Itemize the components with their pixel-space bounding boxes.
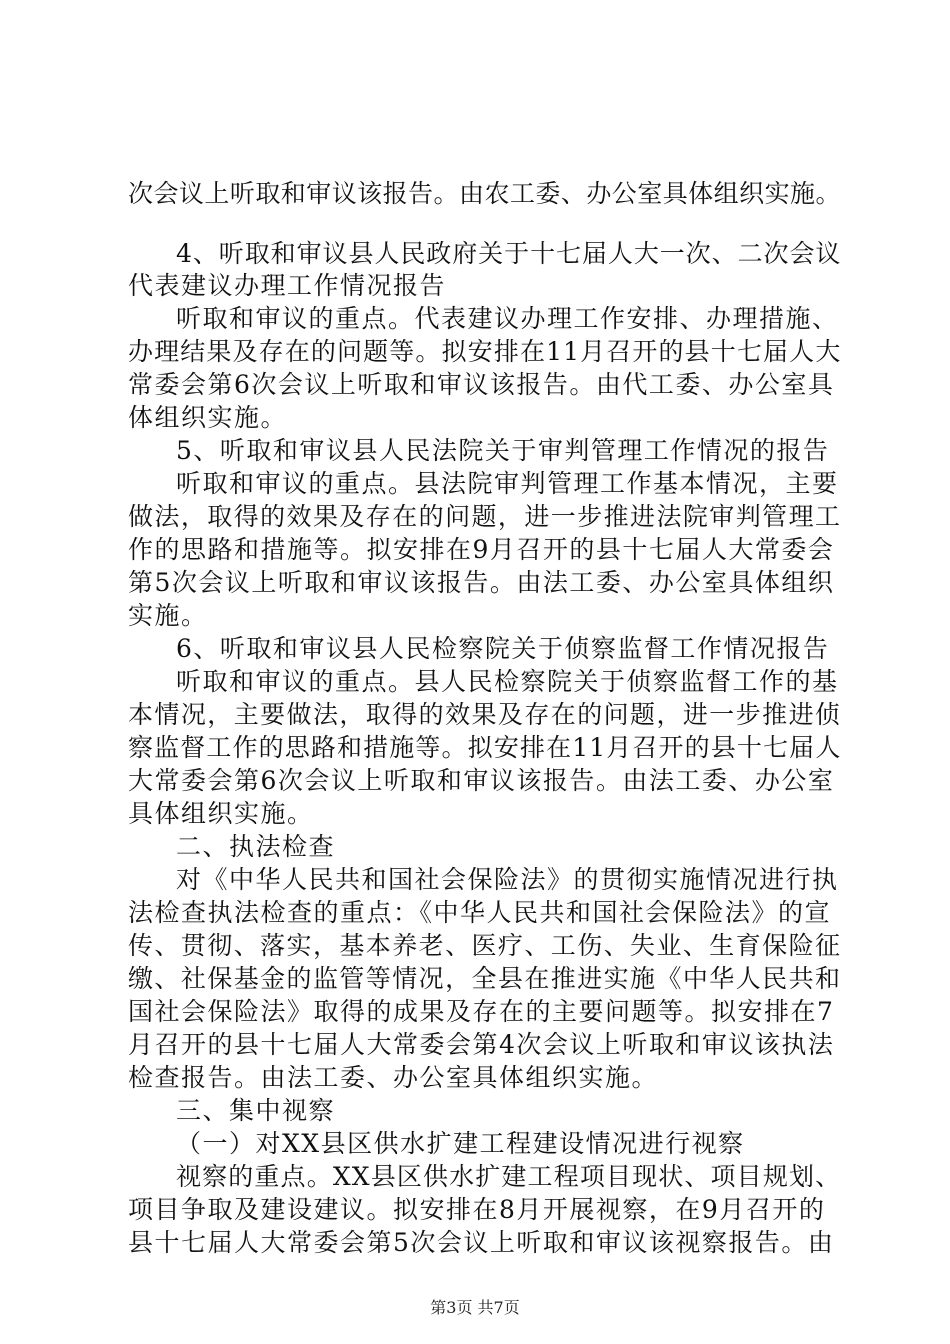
- paragraph-line: 听取和审议的重点。县法院审判管理工作基本情况，主要: [176, 469, 839, 498]
- text-line: 代表建议办理工作情况报告: [128, 271, 447, 300]
- subsection-heading: （一）对XX县区供水扩建工程建设情况进行视察: [176, 1129, 745, 1158]
- text-line: 第5次会议上听取和审议该报告。由法工委、办公室具体组织: [128, 568, 835, 597]
- text-line: 常委会第6次会议上听取和审议该报告。由代工委、办公室具: [128, 370, 835, 399]
- paragraph-line: 听取和审议的重点。县人民检察院关于侦察监督工作的基: [176, 667, 839, 696]
- text-line: 检查报告。由法工委、办公室具体组织实施。: [128, 1063, 659, 1092]
- section-heading: 二、执法检查: [176, 832, 336, 861]
- section-heading: 6、听取和审议县人民检察院关于侦察监督工作情况报告: [176, 634, 830, 663]
- text-line: 缴、社保基金的监管等情况，全县在推进实施《中华人民共和: [128, 964, 842, 993]
- paragraph-line: 视察的重点。XX县区供水扩建工程项目现状、项目规划、: [176, 1162, 842, 1191]
- section-heading: 4、听取和审议县人民政府关于十七届人大一次、二次会议: [176, 239, 842, 268]
- text-line: 大常委会第6次会议上听取和审议该报告。由法工委、办公室: [128, 766, 835, 795]
- section-heading: 三、集中视察: [176, 1096, 336, 1125]
- text-line: 项目争取及建设建议。拟安排在8月开展视察，在9月召开的: [128, 1195, 826, 1224]
- paragraph-line: 听取和审议的重点。代表建议办理工作安排、办理措施、: [176, 304, 839, 333]
- paragraph-line: 对《中华人民共和国社会保险法》的贯彻实施情况进行执: [176, 865, 839, 894]
- text-line: 做法，取得的效果及存在的问题，进一步推进法院审判管理工: [128, 502, 842, 531]
- section-heading: 5、听取和审议县人民法院关于审判管理工作情况的报告: [176, 436, 830, 465]
- text-line: 察监督工作的思路和措施等。拟安排在11月召开的县十七届人: [128, 733, 842, 762]
- text-line: 月召开的县十七届人大常委会第4次会议上听取和审议该执法: [128, 1030, 835, 1059]
- text-line: 办理结果及存在的问题等。拟安排在11月召开的县十七届人大: [128, 337, 842, 366]
- text-line: 传、贯彻、落实，基本养老、医疗、工伤、失业、生育保险征: [128, 931, 842, 960]
- text-line: 实施。: [128, 601, 208, 630]
- text-line: 次会议上听取和审议该报告。由农工委、办公室具体组织实施。: [128, 179, 841, 208]
- text-line: 具体组织实施。: [128, 799, 314, 828]
- page-number-footer: 第3页 共7页: [430, 1298, 520, 1317]
- text-line: 县十七届人大常委会第5次会议上听取和审议该视察报告。由: [128, 1228, 835, 1257]
- text-line: 法检查执法检查的重点：《中华人民共和国社会保险法》的宣: [128, 898, 832, 927]
- text-line: 作的思路和措施等。拟安排在9月召开的县十七届人大常委会: [128, 535, 835, 564]
- text-line: 体组织实施。: [128, 403, 288, 432]
- text-line: 国社会保险法》取得的成果及存在的主要问题等。拟安排在7: [128, 997, 835, 1026]
- text-line: 本情况，主要做法，取得的效果及存在的问题，进一步推进侦: [128, 700, 842, 729]
